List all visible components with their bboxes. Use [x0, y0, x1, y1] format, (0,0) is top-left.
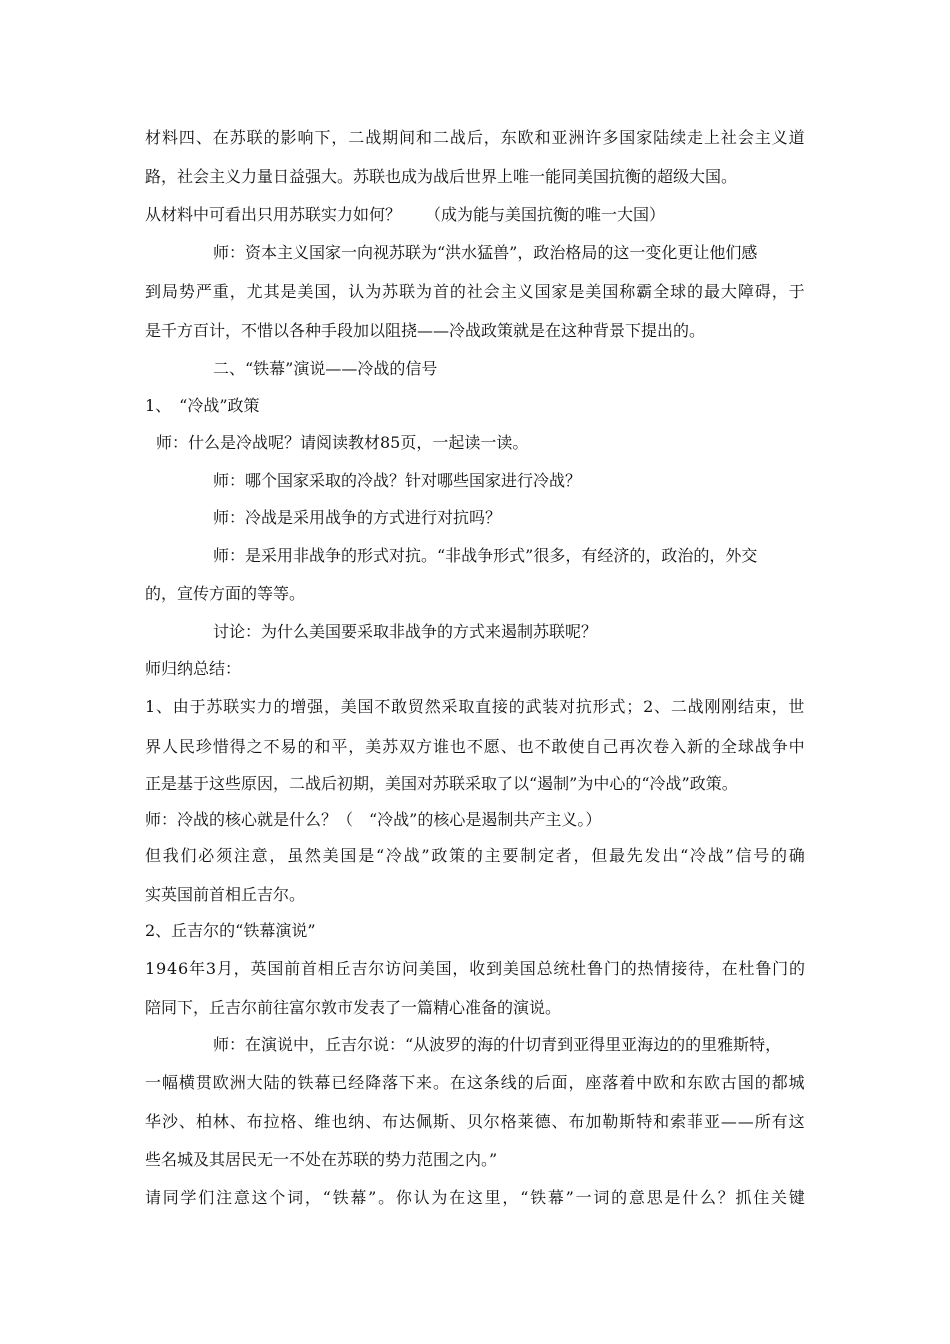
teacher-line: 师：哪个国家采取的冷战？针对哪些国家进行冷战？ [213, 471, 582, 490]
paragraph-line: 1 、 由 于 苏 联 实 力 的 增 强 ， 美 国 不 敢 贸 然 采 取 直 接 的 武 装 对 抗 形 式 ； 2 、 二 战 刚 刚 结 束 ， 世 [145, 697, 805, 716]
discussion-line: 讨论：为什么美国要采取非战争的方式来遏制苏联呢？ [213, 622, 598, 641]
paragraph-line: 但 我 们 必 须 注 意 ， 虽 然 美 国 是 “ 冷 战 ” 政 策 的 主 要 制 定 者 ， 但 最 先 发 出 “ 冷 战 ” 信 号 的 确 [145, 846, 805, 865]
paragraph-line: 到 局 势 严 重 ， 尤 其 是 美 国 ， 认 为 苏 联 为 首 的 社 会 主 义 国 家 是 美 国 称 霸 全 球 的 最 大 障 碍 ， 于 [145, 282, 805, 301]
paragraph-line: 实英国前首相丘吉尔。 [145, 885, 306, 904]
paragraph-line: 1 9 4 6 年 3 月 ， 英 国 前 首 相 丘 吉 尔 访 问 美 国 ， 收 到 美 国 总 统 杜 鲁 门 的 热 情 接 待 ， 在 杜 鲁 门 的 [145, 959, 805, 978]
teacher-line: 师：是采用非战争的形式对抗。“非战争形式”很多，有经济的，政治的，外交 [213, 546, 758, 565]
teacher-line: 师：资本主义国家一向视苏联为“洪水猛兽”，政治格局的这一变化更让他们感 [213, 243, 758, 262]
section-heading: 二、“铁幕”演说——冷战的信号 [213, 359, 438, 378]
paragraph-line: 请 同 学 们 注 意 这 个 词 ， “ 铁 幕 ” 。 你 认 为 在 这 里 ， “ 铁 幕 ” 一 词 的 意 思 是 什 么 ？ 抓 住 关 键 [145, 1188, 805, 1207]
paragraph-line: 界 人 民 珍 惜 得 之 不 易 的 和 平 ， 美 苏 双 方 谁 也 不 愿 、 也 不 敢 使 自 己 再 次 卷 入 新 的 全 球 战 争 中 [145, 737, 805, 756]
subsection-heading: 2、丘吉尔的“铁幕演说” [145, 921, 316, 940]
teacher-line: 师：什么是冷战呢？请阅读教材85页，一起读一读。 [156, 433, 529, 452]
paragraph-line: 的，宣传方面的等等。 [145, 584, 306, 603]
paragraph-line: 材 料 四 、 在 苏 联 的 影 响 下 ， 二 战 期 间 和 二 战 后 ， 东 欧 和 亚 洲 许 多 国 家 陆 续 走 上 社 会 主 义 道 [145, 128, 805, 147]
paragraph-line: 路，社会主义力量日益强大。苏联也成为战后世界上唯一能同美国抗衡的超级大国。 [145, 167, 738, 186]
teacher-line: 师：冷战的核心就是什么？（ “冷战”的核心是遏制共产主义。） [145, 810, 602, 829]
paragraph-line: 正是基于这些原因，二战后初期，美国对苏联采取了以“遏制”为中心的“冷战”政策。 [145, 774, 738, 793]
paragraph-line: 是千方百计，不惜以各种手段加以阻挠——冷战政策就是在这种背景下提出的。 [145, 321, 706, 340]
subsection-heading: 1、 “冷战”政策 [145, 396, 260, 415]
paragraph-line: 陪同下，丘吉尔前往富尔敦市发表了一篇精心准备的演说。 [145, 998, 562, 1017]
question-line: 从材料中可看出只用苏联实力如何？ （成为能与美国抗衡的唯一大国） [145, 205, 666, 224]
paragraph-line: 些名城及其居民无一不处在苏联的势力范围之内。” [145, 1150, 498, 1169]
summary-heading: 师归纳总结： [145, 659, 242, 678]
teacher-line: 师：冷战是采用战争的方式进行对抗吗？ [213, 508, 502, 527]
paragraph-line: 华 沙 、 柏 林 、 布 拉 格 、 维 也 纳 、 布 达 佩 斯 、 贝 尔 格 莱 德 、 布 加 勒 斯 特 和 索 菲 亚 — — 所 有 这 [145, 1112, 805, 1131]
paragraph-line: 一 幅 横 贯 欧 洲 大 陆 的 铁 幕 已 经 降 落 下 来 。 在 这 条 线 的 后 面 ， 座 落 着 中 欧 和 东 欧 古 国 的 都 城 [145, 1073, 805, 1092]
teacher-line: 师：在演说中，丘吉尔说：“从波罗的海的什切青到亚得里亚海边的的里雅斯特， [213, 1035, 782, 1054]
